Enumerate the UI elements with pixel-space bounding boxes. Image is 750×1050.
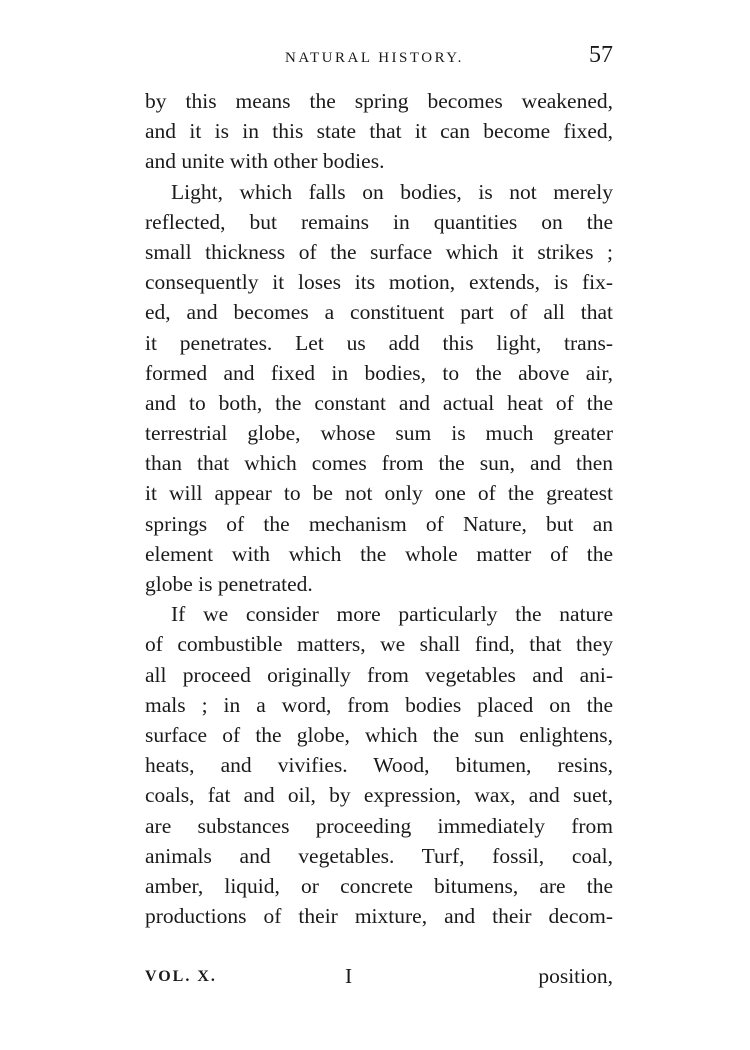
text-line: springs of the mechanism of Nature, but an (145, 511, 613, 536)
text-line: small thickness of the surface which it strikes ; (145, 239, 613, 264)
text-line: are substances proceeding immediately from (145, 813, 613, 838)
text-line: terrestrial globe, whose sum is much greater (145, 421, 613, 446)
page-number: 57 (589, 42, 613, 68)
text-line: coals, fat and oil, by expression, wax, and suet, (145, 783, 613, 808)
text-line: reflected, but remains in quantities on the (145, 209, 613, 234)
text-line: heats, and vivifies. Wood, bitumen, resins, (145, 753, 613, 778)
text-line: than that which comes from the sun, and then (145, 451, 613, 476)
text-line: it penetrates. Let us add this light, trans- (145, 330, 613, 355)
text-line: all proceed originally from vegetables and ani- (145, 662, 613, 687)
text-line: surface of the globe, which the sun enlightens, (145, 722, 613, 747)
page-footer (145, 964, 613, 996)
text-line: productions of their mixture, and their decom- (145, 904, 613, 929)
text-line: element with which the whole matter of the (145, 541, 613, 566)
catchword: position, (538, 964, 613, 988)
text-line: consequently it loses its motion, extends, is fix- (145, 270, 613, 295)
text-line: animals and vegetables. Turf, fossil, coal, (145, 843, 613, 868)
text-line: Light, which falls on bodies, is not merely (171, 179, 613, 204)
text-line: ed, and becomes a constituent part of all that (145, 300, 613, 325)
text-line: and unite with other bodies. (145, 149, 385, 174)
text-line: and to both, the constant and actual heat of the (145, 390, 613, 415)
text-line: it will appear to be not only one of the greatest (145, 481, 613, 506)
text-line: of combustible matters, we shall find, that they (145, 632, 613, 657)
text-line: amber, liquid, or concrete bitumens, are the (145, 873, 613, 898)
body-text (145, 86, 613, 931)
text-line: and it is in this state that it can become fixed, (145, 119, 613, 144)
volume-signature: VOL. X. (145, 968, 217, 985)
signature-mark: I (345, 964, 353, 988)
running-title: NATURAL HISTORY. (285, 50, 464, 66)
running-head (145, 42, 613, 76)
text-line: If we consider more particularly the nature (171, 602, 613, 627)
text-line: formed and fixed in bodies, to the above air, (145, 360, 613, 385)
text-line: mals ; in a word, from bodies placed on the (145, 692, 613, 717)
text-line: by this means the spring becomes weakened, (145, 89, 613, 113)
text-line: globe is penetrated. (145, 572, 313, 596)
